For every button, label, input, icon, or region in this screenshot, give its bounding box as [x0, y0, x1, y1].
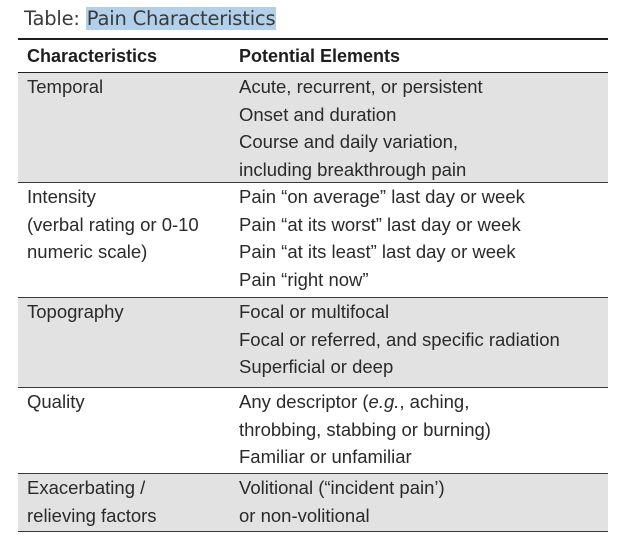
elements-cell — [230, 388, 608, 473]
element-line: Pain “at its least” last day or week — [239, 241, 516, 262]
elements-cell — [230, 73, 608, 182]
table-caption — [24, 6, 276, 32]
element-line: Volitional (“incident pain’) — [239, 477, 445, 498]
characteristic-cell — [18, 298, 230, 387]
element-line: Onset and duration — [239, 103, 397, 125]
element-line: Focal or multifocal — [239, 301, 390, 322]
characteristic-label: (verbal rating or 0-10 — [27, 213, 199, 235]
element-line: throbbing, stabbing or burning) — [239, 418, 491, 440]
characteristic-cell — [18, 183, 230, 297]
element-line: Pain “on average” last day or week — [239, 186, 525, 207]
element-line: Acute, recurrent, or persistent — [239, 76, 483, 97]
table-row-exacerbating — [18, 474, 608, 532]
characteristic-cell — [18, 474, 230, 531]
table-row-temporal — [18, 73, 608, 183]
elements-cell — [230, 298, 608, 387]
element-line: Pain “at its worst” last day or week — [239, 213, 521, 235]
elements-cell — [230, 474, 608, 531]
table-row-topography — [18, 298, 608, 388]
characteristic-label: relieving factors — [27, 504, 157, 526]
element-line: including breakthrough pain — [239, 158, 467, 180]
characteristic-label: Exacerbating / — [27, 477, 146, 498]
table-header-row — [18, 40, 608, 73]
element-line — [239, 388, 608, 416]
caption-prefix: Table: — [24, 7, 86, 30]
caption-title-selected[interactable]: Pain Characteristics — [86, 7, 276, 30]
element-line: Pain “right now” — [239, 268, 369, 290]
element-line: or non-volitional — [239, 504, 370, 526]
characteristic-label: numeric scale) — [27, 241, 148, 262]
table-row-intensity — [18, 183, 608, 298]
element-line: Course and daily variation, — [239, 131, 459, 152]
element-line: Focal or referred, and specific radiation — [239, 328, 560, 350]
element-italic-text: e.g. — [368, 391, 400, 412]
characteristic-cell — [18, 73, 230, 182]
characteristic-label: Quality — [27, 391, 85, 412]
table-row-quality — [18, 388, 608, 474]
element-text: Any descriptor ( — [239, 391, 369, 412]
pain-characteristics-table — [18, 38, 608, 532]
header-characteristics: Characteristics — [27, 46, 158, 66]
characteristic-label: Topography — [27, 301, 124, 322]
characteristic-cell — [18, 388, 230, 473]
elements-cell — [230, 183, 608, 297]
element-line: Familiar or unfamiliar — [239, 446, 412, 467]
element-text: , aching, — [399, 391, 470, 412]
characteristic-label: Temporal — [27, 76, 104, 97]
header-potential-elements: Potential Elements — [239, 46, 401, 66]
element-line: Superficial or deep — [239, 356, 394, 377]
characteristic-label: Intensity — [27, 186, 96, 207]
